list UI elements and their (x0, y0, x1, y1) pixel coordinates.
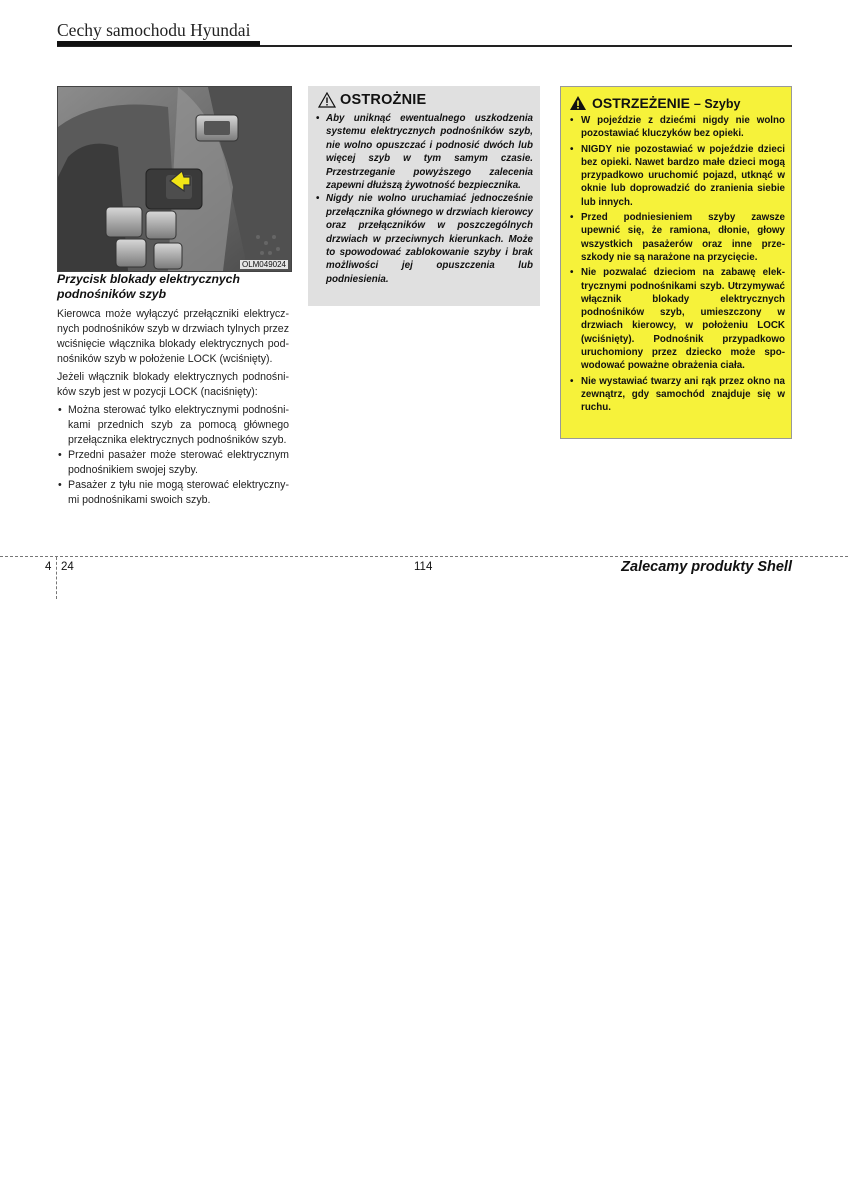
caution-header (318, 92, 426, 108)
list-item: • Nie wystawiać twarzy ani rąk przez okno na zewnątrz, gdy samochód znajduje się w ruchu. (569, 375, 785, 415)
warning-list (569, 114, 785, 417)
caution-title: OSTROŻNIE (340, 92, 427, 108)
running-header-title: Cechy samochodu Hyundai (57, 20, 251, 40)
caution-list (315, 112, 533, 286)
door-panel-illustration (58, 87, 291, 271)
footer-page-number: 114 (414, 561, 433, 573)
footer-divider (0, 556, 848, 557)
list-item: • Nigdy nie wolno uruchamiać jednocześnie przełącznika głównego w drzwiach kierowcy oraz przełączników w poszczególnych drzwiach w przeciwnych kierunkach. Może to spowodować zablokowanie szyby i brak możliwości jej opuszczenia lub podniesienia. (315, 192, 533, 286)
caution-triangle-icon (318, 92, 336, 108)
window-switch-photo (57, 86, 292, 272)
footer-divider-vertical (56, 557, 57, 599)
caution-box (308, 86, 540, 306)
list-item: • Przed podniesieniem szyby zawsze upewnić się, że ramiona, dłonie, głowy wszystkich pasażerów oraz inne przeszkody nie są narażone na przycięcie. (569, 211, 785, 264)
warning-title: OSTRZEŻENIE – Szyby (592, 95, 741, 111)
warning-box (560, 86, 792, 439)
list-item: • W pojeździe z dziećmi nigdy nie wolno pozostawiać kluczyków bez opieki. (569, 114, 785, 141)
list-item: • Można sterować tylko elektrycznymi podnośnikami przednich szyb za pomocą głównego przełącznika elektrycznych podnośników szyb. (57, 403, 289, 448)
header-rule-accent (57, 41, 260, 46)
list-item: • Aby uniknąć ewentualnego uszkodzenia systemu elektrycznych podnośników szyb, nie wolno opuszczać i podnosić dwóch lub więcej szyb w tym samym czasie. Przestrzeganie powyższego zalecenia zapewni dłuższą żywotność bezpiecznika. (315, 112, 533, 192)
warning-header (569, 95, 740, 111)
lock-effects-list (57, 403, 289, 508)
footer-section-number: 4 (45, 561, 52, 573)
list-item: • Nie pozwalać dzieciom na zabawę elektrycznymi podnośnikami szyb. Utrzymywać włącznik blokady elektrycznych podnośników szyb, umieszczony w drzwiach kierowcy, w położeniu LOCK (wciśnięty). Podnośnik przypadkowo uruchomiony przez dziecko może spowodować poważne obrażenia ciała. (569, 266, 785, 372)
body-paragraph: Jeżeli włącznik blokady elektrycznych podnośników szyb jest w pozycji LOCK (naciśnięty): (57, 371, 289, 398)
figure-code: OLM049024 (241, 260, 286, 269)
list-item: • NIGDY nie pozostawiać w pojeździe dzieci bez opieki. Nawet bardzo małe dzieci mogą przypadkowo uruchomić pojazd, utknąć w oknie lub doprowadzić do zranienia siebie lub innych. (569, 143, 785, 209)
footer-local-page: 24 (61, 561, 74, 573)
footer-brand-text: Zalecamy produkty Shell (621, 559, 792, 575)
list-item: • Pasażer z tyłu nie mogą sterować elektrycznymi podnośnikami swoich szyb. (57, 478, 289, 508)
body-paragraph: Kierowca może wyłączyć przełączniki elektrycznych podnośników szyb w drzwiach tylnych przez wciśnięcie włącznika blokady elektrycznych podnośników szyb w położenie LOCK (wciśnięty). (57, 308, 289, 365)
warning-triangle-icon (569, 95, 587, 111)
figure-caption: Przycisk blokady elektrycznych podnośników szyb (57, 272, 240, 301)
list-item: • Przedni pasażer może sterować elektrycznym podnośnikiem swojej szyby. (57, 448, 289, 478)
